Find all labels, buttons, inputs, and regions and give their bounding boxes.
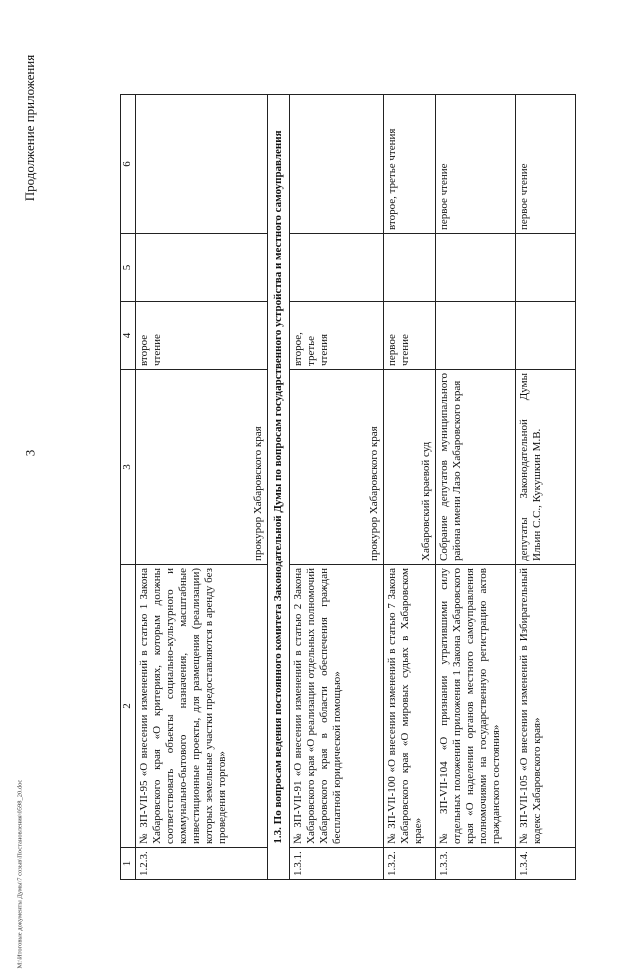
table-row [436,95,516,880]
bill-initiator: прокурор Хабаровского края [136,370,268,565]
table-header-row [121,95,136,880]
row-number: 1.3.2. [384,848,436,880]
row-number: 1.3.3. [436,848,516,880]
stage-col-6 [290,95,384,234]
stage-col-6: первое чтение [516,95,576,234]
stage-col-6: первое чтение [436,95,516,234]
bills-table [120,94,576,880]
table-row [516,95,576,880]
bill-initiator: прокурор Хабаровского края [290,370,384,565]
header-col-5: 5 [121,234,136,302]
header-col-2: 2 [121,565,136,848]
bill-title: № ЗП-VII-100 «О внесении изменений в статью 7 Закона Хабаровского края «О мировых судьях в Хабаровском крае» [384,565,436,848]
header-col-1: 1 [121,848,136,880]
stage-col-4: второе, третье чтения [290,302,384,370]
page-number: 3 [22,449,38,457]
bill-title: № ЗП-VII-105 «О внесении изменений в Избирательный кодекс Хабаровского края» [516,565,576,848]
stage-col-4: второе чтение [136,302,268,370]
stage-col-4 [436,302,516,370]
bill-title: № ЗП-VII-104 «О признании утратившими силу отдельных положений приложения 1 Закона Хабаровского края «О наделении органов местного самоуправления полномочиями на государственную регистрацию актов гражданского состояния» [436,565,516,848]
table-row [384,95,436,880]
header-col-4: 4 [121,302,136,370]
section-heading-row [268,95,290,880]
row-number: 1.3.4. [516,848,576,880]
stage-col-5 [436,234,516,302]
table-row [136,95,268,880]
header-col-6: 6 [121,95,136,234]
stage-col-5 [290,234,384,302]
rotated-table-container [120,95,585,880]
bill-initiator: депутаты Законодательной Думы Ильин С.С., Кукушкин М.В. [516,370,576,565]
footer-file-path: M:\Итоговые документы Думы\7 созыв\Постановления\0598_20.doc [16,779,24,969]
bill-initiator: Хабаровский краевой суд [384,370,436,565]
stage-col-6: второе, третье чтения [384,95,436,234]
bill-title: № ЗП-VII-95 «О внесении изменений в статью 1 Закона Хабаровского края «О критериях, которым должны соответствовать объекты социально-культурного и коммунально-бытового назначения, масштабные инвестиционные проекты, для размещения (реализации) которых земельные участки предоставляются в аренду без проведения торгов» [136,565,268,848]
stage-col-5 [516,234,576,302]
row-number: 1.2.3. [136,848,268,880]
table-row [290,95,384,880]
appendix-label: Продолжение приложения [22,54,37,202]
section-heading: 1.3. По вопросам ведения постоянного комитета Законодательной Думы по вопросам государственного устройства и местного самоуправления [268,95,290,880]
bill-title: № ЗП-VII-91 «О внесении изменений в статью 2 Закона Хабаровского края «О реализации отдельных полномочий Хабаровского края в области обеспечения граждан бесплатной юридической помощью» [290,565,384,848]
row-number: 1.3.1. [290,848,384,880]
stage-col-4: первое чтение [384,302,436,370]
stage-col-5 [136,234,268,302]
stage-col-4 [516,302,576,370]
stage-col-5 [384,234,436,302]
bill-initiator: Собрание депутатов муниципального района имени Лазо Хабаровского края [436,370,516,565]
stage-col-6 [136,95,268,234]
header-col-3: 3 [121,370,136,565]
